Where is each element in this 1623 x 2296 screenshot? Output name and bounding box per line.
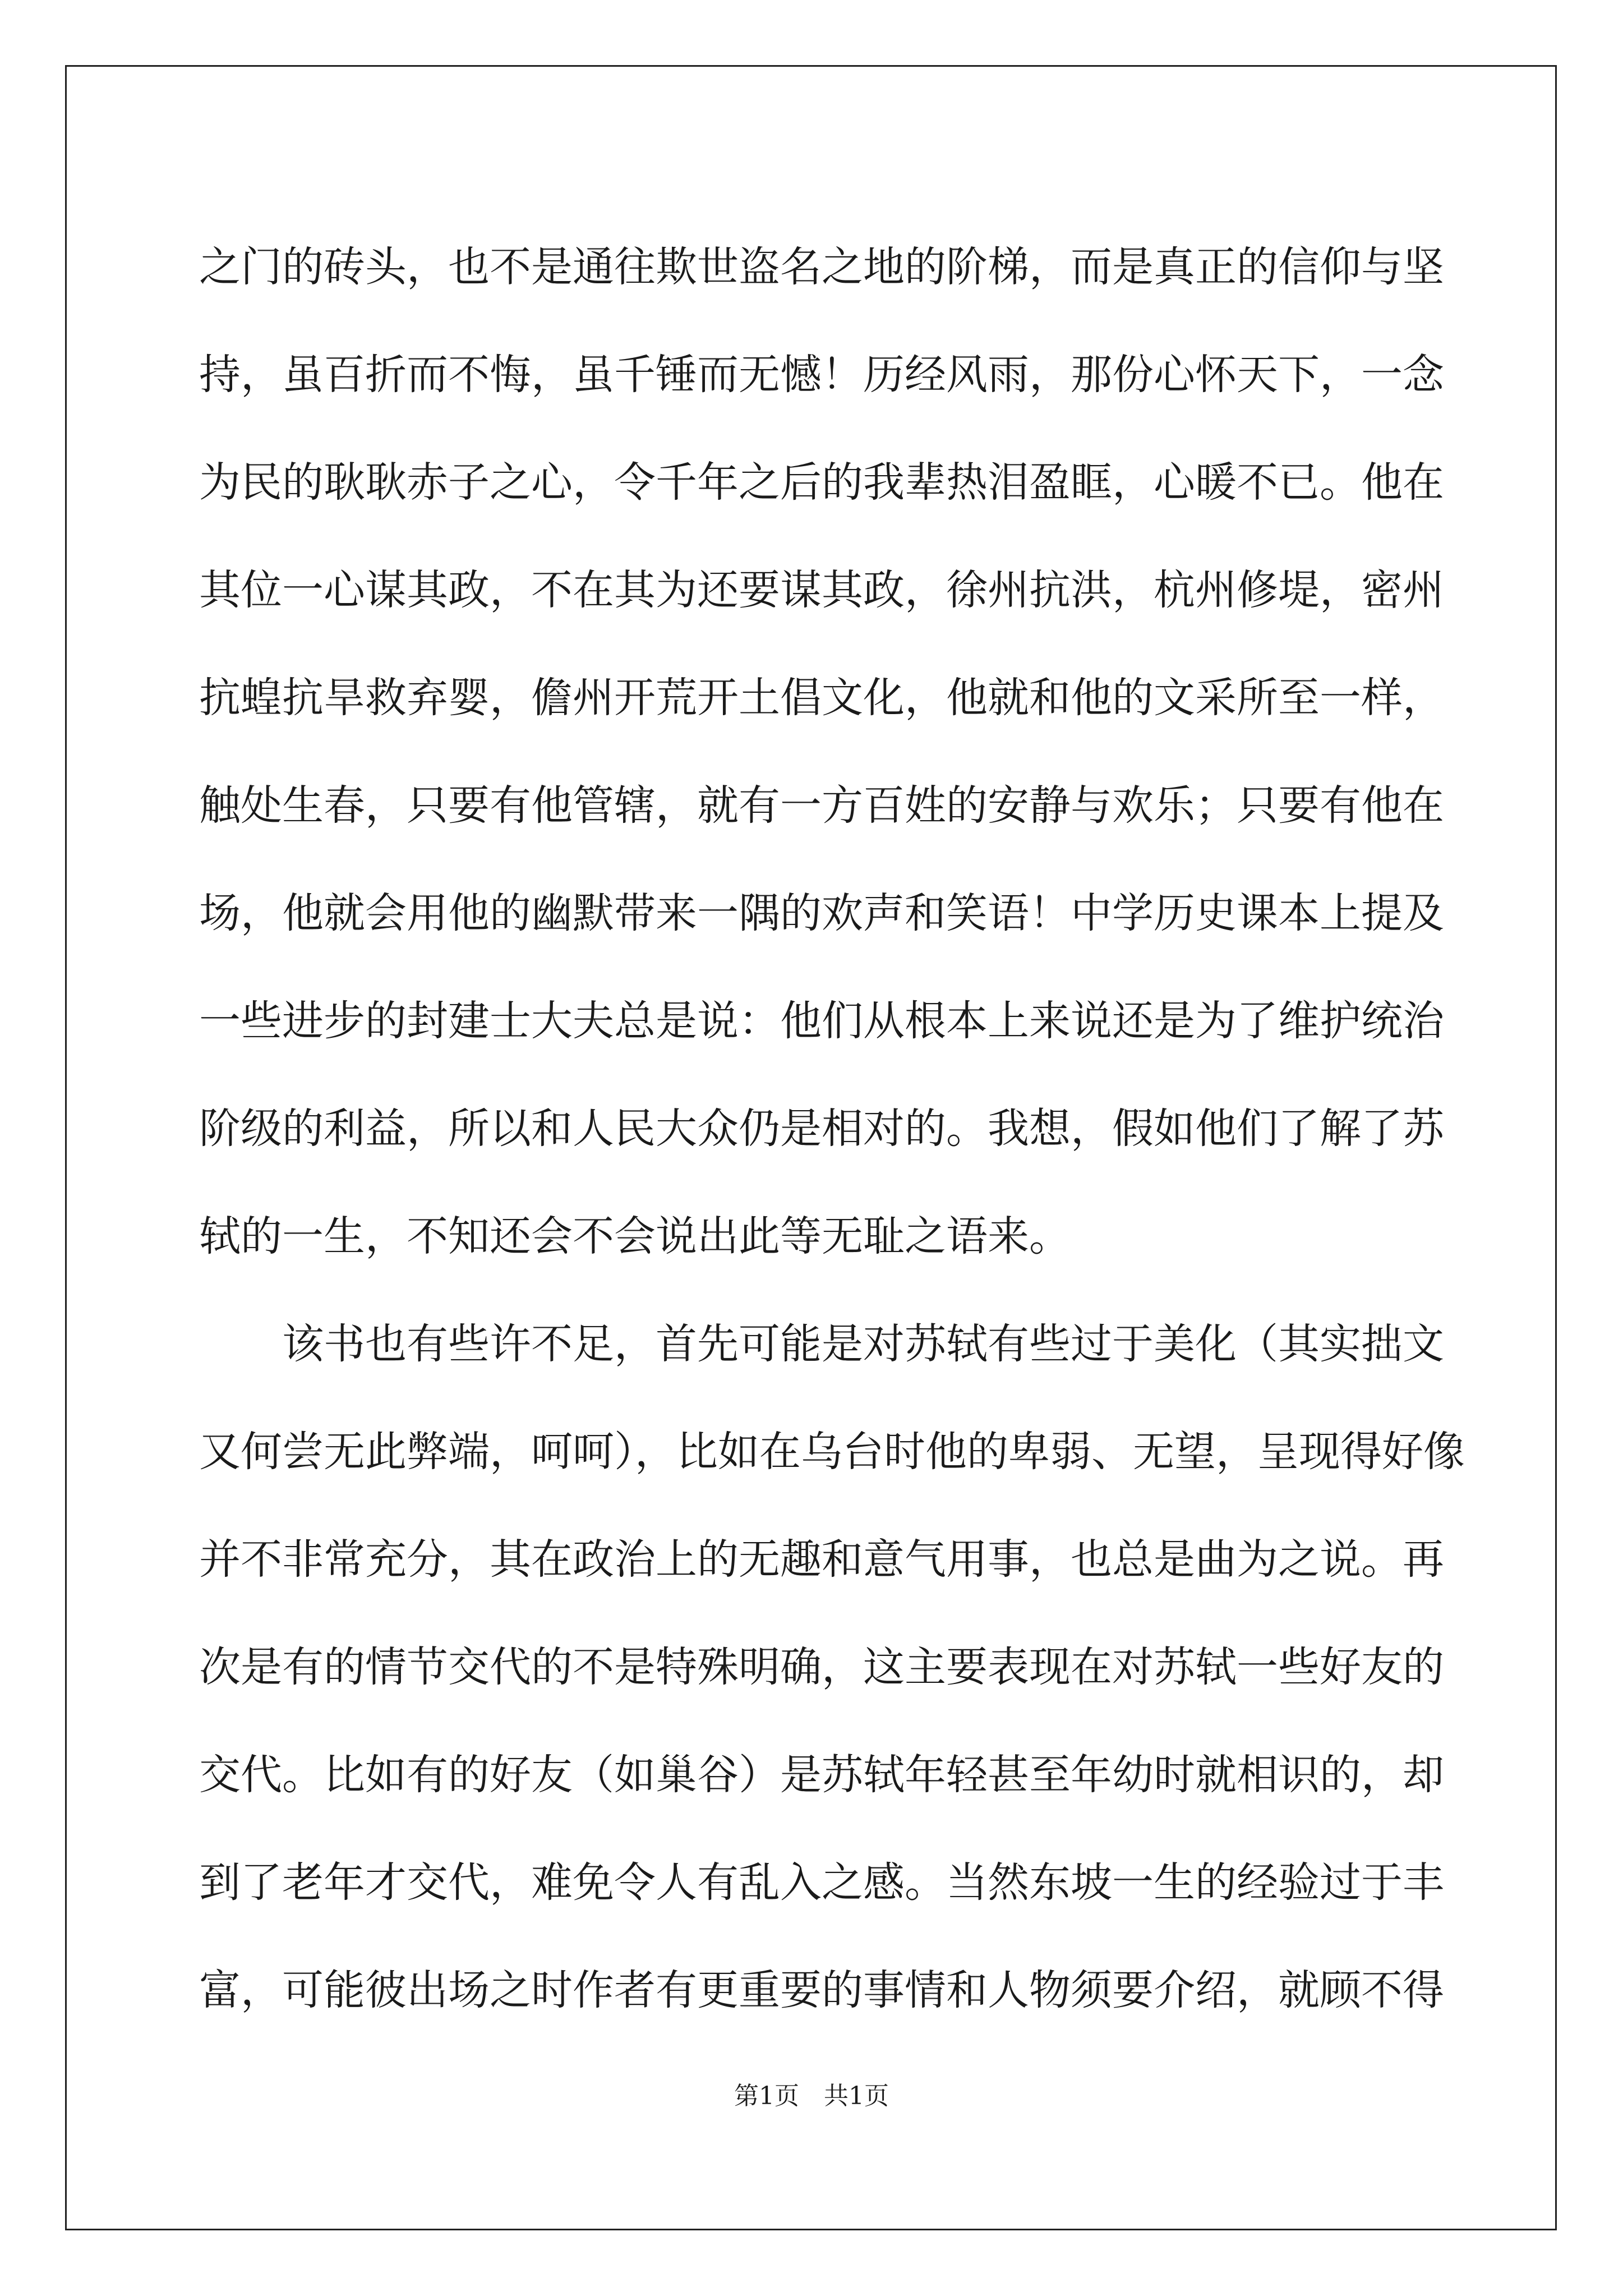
page-footer [0,2076,1623,2111]
text-line: 并不非常充分，其在政治上的无趣和意气用事，也总是曲为之说。再 [199,1535,1444,1584]
paragraph-2 [199,1290,1465,2044]
text-line: 持，虽百折而不悔，虽千锤而无憾！历经风雨，那份心怀天下，一念 [199,351,1444,399]
text-line: 富，可能彼出场之时作者有更重要的事情和人物须要介绍，就顾不得 [199,1966,1444,2014]
text-line: 轼的一生，不知还会不会说出此等无耻之语来。 [199,1212,1071,1260]
document-body [199,213,1465,2044]
text-line: 交代。比如有的好友（如巢谷）是苏轼年轻甚至年幼时就相识的，却 [199,1751,1444,1799]
text-line: 一些进步的封建士大夫总是说：他们从根本上来说还是为了维护统治 [199,997,1444,1045]
text-line: 其位一心谋其政，不在其为还要谋其政，徐州抗洪，杭州修堤，密州 [199,566,1444,614]
text-line: 触处生春，只要有他管辖，就有一方百姓的安静与欢乐；只要有他在 [199,781,1444,830]
text-line: 阶级的利益，所以和人民大众仍是相对的。我想，假如他们了解了苏 [199,1105,1444,1153]
text-line: 场，他就会用他的幽默带来一隅的欢声和笑语！中学历史课本上提及 [199,889,1444,937]
text-line: 次是有的情节交代的不是特殊明确，这主要表现在对苏轼一些好友的 [199,1643,1444,1691]
text-line: 为民的耿耿赤子之心，令千年之后的我辈热泪盈眶，心暖不已。他在 [199,458,1444,507]
text-line: 抗蝗抗旱救弃婴，儋州开荒开土倡文化，他就和他的文采所至一样， [199,674,1444,722]
text-line: 之门的砖头，也不是通往欺世盗名之地的阶梯，而是真正的信仰与坚 [199,243,1444,291]
paragraph-1 [199,213,1444,1290]
page-number-label: 第1页 共1页 [734,2082,889,2110]
text-line: 到了老年才交代，难免令人有乱入之感。当然东坡一生的经验过于丰 [199,1858,1444,1907]
text-line: 该书也有些许不足，首先可能是对苏轼有些过于美化（其实拙文 [282,1320,1444,1368]
text-line: 又何尝无此弊端，呵呵），比如在乌台时他的卑弱、无望，呈现得好像 [199,1428,1465,1476]
